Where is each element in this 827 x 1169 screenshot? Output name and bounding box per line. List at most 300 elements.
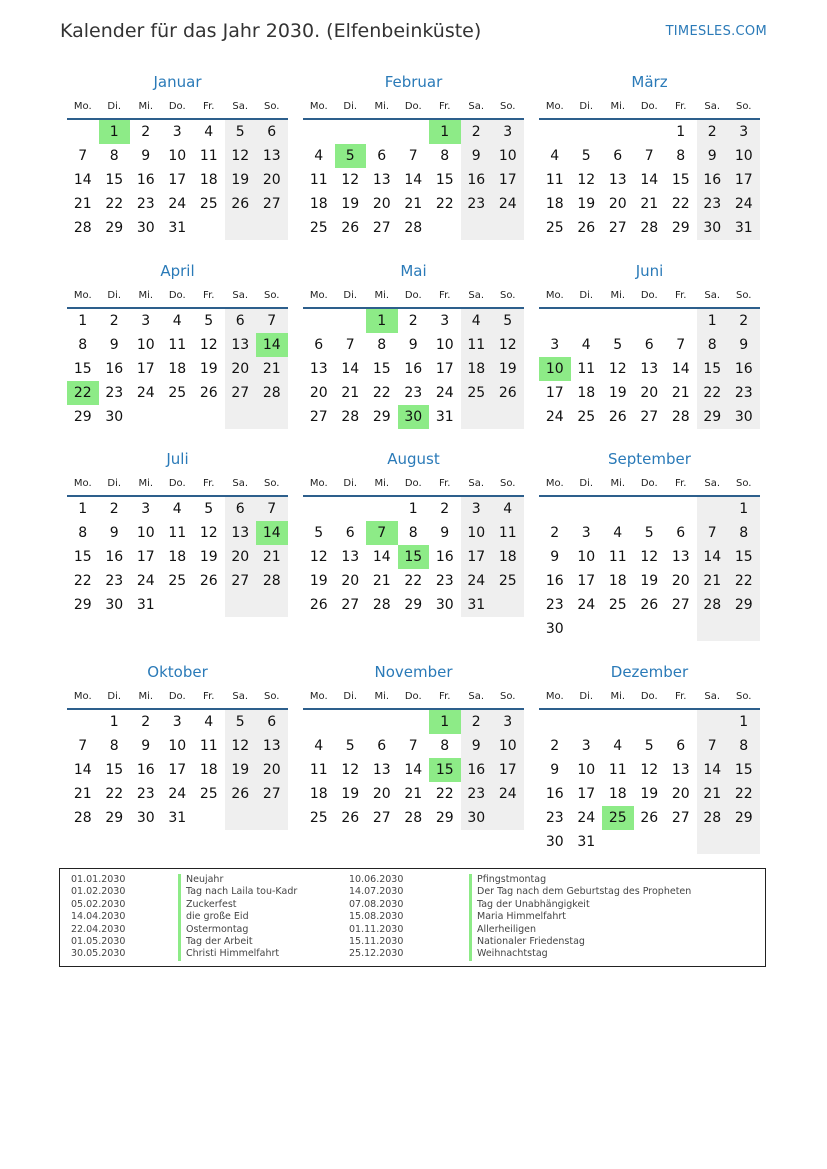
weekday-header: [67, 473, 288, 497]
day-cell: 30: [545, 621, 564, 637]
weekday-label: Fr.: [439, 478, 451, 489]
holiday-name: die große Eid: [178, 911, 249, 923]
empty-cell: [634, 120, 666, 144]
holiday-day-cell: 22: [67, 381, 99, 405]
day-cell: 18: [309, 196, 328, 212]
day-cell: 1: [676, 124, 686, 140]
day-cell: 12: [225, 144, 257, 168]
weekday-label: Mi.: [610, 691, 626, 702]
month-name: Mai: [400, 262, 427, 280]
day-cell: 16: [404, 361, 423, 377]
empty-cell: [225, 405, 257, 429]
day-cell: 14: [372, 549, 391, 565]
day-cell: 21: [640, 196, 659, 212]
month-name: Februar: [384, 73, 443, 91]
day-cell: 27: [225, 569, 257, 593]
day-cell: 4: [204, 714, 214, 730]
day-cell: 23: [461, 192, 493, 216]
month-9: [539, 449, 760, 641]
day-cell: 29: [697, 405, 729, 429]
empty-cell: [492, 216, 524, 240]
holiday-day-cell: 25: [602, 806, 634, 830]
day-cell: 19: [199, 549, 218, 565]
month-2: [303, 72, 524, 240]
day-cell: 2: [109, 501, 119, 517]
day-cell: 25: [168, 573, 187, 589]
holiday-name: Ostermontag: [178, 924, 248, 936]
day-cell: 9: [697, 144, 729, 168]
day-cell: 25: [608, 597, 627, 613]
day-cell: 10: [461, 521, 493, 545]
empty-cell: [571, 309, 603, 333]
weekday-label: Mo.: [309, 290, 328, 301]
day-cell: 22: [671, 196, 690, 212]
weekday-label: Di.: [579, 290, 594, 301]
day-cell: 22: [372, 385, 391, 401]
day-cell: 5: [225, 710, 257, 734]
weekday-label: Mi.: [138, 101, 154, 112]
weekday-label: So.: [500, 290, 516, 301]
holiday-date: 25.12.2030: [349, 948, 404, 960]
weekday-label: Do.: [168, 691, 186, 702]
day-cell: 23: [697, 192, 729, 216]
day-cell: 27: [341, 597, 360, 613]
day-cell: 26: [309, 597, 328, 613]
day-cell: 12: [225, 734, 257, 758]
day-cell: 24: [492, 782, 524, 806]
weekday-label: Mo.: [73, 290, 92, 301]
weekday-label: So.: [264, 478, 280, 489]
day-cell: 20: [372, 786, 391, 802]
weekday-header: [67, 686, 288, 710]
day-cell: 10: [435, 337, 454, 353]
day-cell: 2: [408, 313, 418, 329]
day-cell: 26: [492, 381, 524, 405]
day-cell: 27: [225, 381, 257, 405]
weekday-label: Mo.: [309, 478, 328, 489]
holiday-date: 01.11.2030: [349, 923, 404, 935]
day-cell: 8: [440, 148, 450, 164]
day-cell: 8: [78, 525, 88, 541]
day-cell: 25: [199, 786, 218, 802]
weekday-label: Sa.: [468, 478, 485, 489]
day-cell: 26: [225, 782, 257, 806]
weekday-label: Di.: [343, 101, 358, 112]
day-cell: 28: [697, 593, 729, 617]
day-cell: 12: [199, 525, 218, 541]
day-cell: 29: [372, 409, 391, 425]
day-cell: 5: [581, 148, 591, 164]
empty-cell: [539, 309, 571, 333]
empty-cell: [429, 216, 461, 240]
day-cell: 19: [309, 573, 328, 589]
day-cell: 24: [136, 573, 155, 589]
day-cell: 17: [728, 168, 760, 192]
day-cell: 19: [492, 357, 524, 381]
weekday-header: [303, 473, 524, 497]
weekday-label: Fr.: [203, 101, 215, 112]
day-cell: 8: [78, 337, 88, 353]
day-cell: 10: [728, 144, 760, 168]
day-cell: 9: [109, 525, 119, 541]
day-cell: 5: [345, 738, 355, 754]
day-cell: 9: [141, 738, 151, 754]
day-grid: [303, 497, 524, 617]
day-cell: 31: [728, 216, 760, 240]
day-cell: 4: [314, 738, 324, 754]
day-cell: 7: [697, 521, 729, 545]
day-cell: 9: [728, 333, 760, 357]
day-cell: 17: [168, 172, 187, 188]
day-cell: 28: [640, 220, 659, 236]
day-cell: 9: [408, 337, 418, 353]
day-cell: 10: [492, 734, 524, 758]
day-cell: 16: [545, 573, 564, 589]
day-cell: 29: [73, 597, 92, 613]
weekday-label: Mo.: [73, 478, 92, 489]
day-cell: 3: [440, 313, 450, 329]
day-cell: 11: [461, 333, 493, 357]
holiday-name: Der Tag nach dem Geburtstag des Propheten: [469, 886, 691, 898]
day-cell: 6: [613, 148, 623, 164]
day-cell: 13: [341, 549, 360, 565]
day-cell: 19: [341, 786, 360, 802]
day-cell: 27: [372, 810, 391, 826]
day-cell: 30: [545, 834, 564, 850]
empty-cell: [67, 120, 99, 144]
weekday-label: Mo.: [73, 101, 92, 112]
day-cell: 4: [314, 148, 324, 164]
day-cell: 24: [728, 192, 760, 216]
day-cell: 4: [172, 313, 182, 329]
day-cell: 12: [341, 172, 360, 188]
day-cell: 21: [697, 569, 729, 593]
day-cell: 14: [671, 361, 690, 377]
empty-cell: [366, 120, 398, 144]
day-cell: 10: [168, 148, 187, 164]
day-cell: 16: [461, 168, 493, 192]
day-cell: 16: [136, 172, 155, 188]
day-cell: 9: [440, 525, 450, 541]
day-cell: 24: [136, 385, 155, 401]
day-cell: 5: [204, 313, 214, 329]
weekday-label: Mo.: [545, 478, 564, 489]
day-cell: 16: [105, 549, 124, 565]
empty-cell: [67, 710, 99, 734]
day-cell: 12: [640, 549, 659, 565]
day-cell: 14: [73, 762, 92, 778]
day-cell: 27: [671, 810, 690, 826]
day-cell: 2: [728, 309, 760, 333]
day-cell: 13: [671, 549, 690, 565]
day-cell: 7: [345, 337, 355, 353]
weekday-label: Di.: [343, 290, 358, 301]
weekday-label: Fr.: [675, 290, 687, 301]
weekday-label: Fr.: [675, 101, 687, 112]
day-cell: 20: [341, 573, 360, 589]
day-cell: 13: [640, 361, 659, 377]
month-10: [67, 662, 288, 830]
day-cell: 28: [256, 381, 288, 405]
holiday-day-cell: 15: [429, 758, 461, 782]
day-cell: 7: [408, 148, 418, 164]
day-cell: 5: [492, 309, 524, 333]
day-cell: 10: [168, 738, 187, 754]
empty-cell: [303, 309, 335, 333]
weekday-label: Mo.: [309, 101, 328, 112]
day-cell: 22: [435, 786, 454, 802]
weekday-label: Mi.: [138, 290, 154, 301]
holiday-day-cell: 1: [429, 710, 461, 734]
day-cell: 22: [73, 573, 92, 589]
day-cell: 14: [640, 172, 659, 188]
weekday-label: Di.: [579, 691, 594, 702]
day-cell: 20: [256, 168, 288, 192]
empty-cell: [256, 593, 288, 617]
day-cell: 18: [199, 172, 218, 188]
month-4: [67, 261, 288, 429]
day-cell: 3: [172, 714, 182, 730]
day-cell: 7: [676, 337, 686, 353]
weekday-label: Di.: [107, 290, 122, 301]
day-cell: 15: [105, 172, 124, 188]
month-7: [67, 449, 288, 617]
day-cell: 18: [168, 361, 187, 377]
day-cell: 7: [697, 734, 729, 758]
weekday-label: Do.: [404, 691, 422, 702]
weekday-label: Mi.: [610, 101, 626, 112]
day-cell: 14: [697, 758, 729, 782]
weekday-header: [303, 96, 524, 120]
holiday-day-cell: 30: [398, 405, 430, 429]
day-cell: 27: [640, 409, 659, 425]
day-cell: 4: [492, 497, 524, 521]
empty-cell: [256, 405, 288, 429]
day-cell: 20: [256, 758, 288, 782]
day-cell: 26: [608, 409, 627, 425]
empty-cell: [193, 405, 225, 429]
empty-cell: [634, 710, 666, 734]
day-cell: 20: [671, 786, 690, 802]
day-cell: 23: [105, 385, 124, 401]
month-name: September: [608, 450, 691, 468]
weekday-header: [67, 96, 288, 120]
empty-cell: [461, 216, 493, 240]
day-cell: 13: [309, 361, 328, 377]
day-cell: 18: [608, 573, 627, 589]
day-cell: 30: [435, 597, 454, 613]
holiday-day-cell: 14: [256, 521, 288, 545]
weekday-label: Di.: [107, 691, 122, 702]
day-cell: 16: [461, 758, 493, 782]
empty-cell: [193, 806, 225, 830]
weekday-label: So.: [736, 691, 752, 702]
empty-cell: [303, 497, 335, 521]
month-8: [303, 449, 524, 617]
day-cell: 24: [168, 196, 187, 212]
weekday-label: Sa.: [468, 691, 485, 702]
day-cell: 6: [644, 337, 654, 353]
day-cell: 21: [73, 786, 92, 802]
month-name: April: [160, 262, 195, 280]
month-name: Januar: [153, 73, 202, 91]
day-cell: 17: [577, 573, 596, 589]
holiday-date: 01.02.2030: [71, 886, 126, 898]
weekday-label: Sa.: [468, 290, 485, 301]
holiday-name: Nationaler Friedenstag: [469, 936, 585, 948]
holiday-day-cell: 1: [429, 120, 461, 144]
empty-cell: [225, 216, 257, 240]
day-cell: 26: [199, 573, 218, 589]
day-cell: 19: [640, 573, 659, 589]
day-cell: 25: [545, 220, 564, 236]
weekday-label: Sa.: [704, 101, 721, 112]
day-cell: 21: [404, 196, 423, 212]
day-cell: 9: [141, 148, 151, 164]
day-cell: 11: [309, 762, 328, 778]
weekday-header: [539, 686, 760, 710]
day-cell: 21: [341, 385, 360, 401]
day-cell: 17: [461, 545, 493, 569]
day-cell: 2: [440, 501, 450, 517]
day-cell: 13: [671, 762, 690, 778]
day-cell: 15: [73, 361, 92, 377]
day-cell: 31: [136, 597, 155, 613]
day-cell: 19: [640, 786, 659, 802]
day-cell: 13: [225, 333, 257, 357]
day-cell: 10: [136, 525, 155, 541]
holiday-date: 10.06.2030: [349, 874, 404, 885]
weekday-header: [303, 686, 524, 710]
day-cell: 5: [644, 525, 654, 541]
day-cell: 5: [314, 525, 324, 541]
day-cell: 24: [168, 786, 187, 802]
day-cell: 6: [225, 497, 257, 521]
empty-cell: [335, 309, 367, 333]
day-cell: 23: [105, 573, 124, 589]
day-cell: 21: [256, 545, 288, 569]
day-cell: 17: [136, 549, 155, 565]
day-cell: 1: [78, 501, 88, 517]
holiday-day-cell: 15: [398, 545, 430, 569]
day-cell: 20: [671, 573, 690, 589]
empty-cell: [634, 617, 666, 641]
weekday-label: Mi.: [138, 478, 154, 489]
weekday-label: So.: [500, 691, 516, 702]
day-cell: 15: [372, 361, 391, 377]
weekday-label: Fr.: [675, 691, 687, 702]
day-cell: 4: [172, 501, 182, 517]
day-cell: 24: [545, 409, 564, 425]
empty-cell: [602, 309, 634, 333]
weekday-label: Mo.: [545, 290, 564, 301]
day-cell: 22: [728, 782, 760, 806]
day-cell: 11: [309, 172, 328, 188]
day-cell: 11: [545, 172, 564, 188]
empty-cell: [225, 806, 257, 830]
day-cell: 25: [199, 196, 218, 212]
month-name: Juni: [635, 262, 664, 280]
day-cell: 29: [728, 593, 760, 617]
weekday-label: Do.: [168, 290, 186, 301]
day-cell: 19: [199, 361, 218, 377]
empty-cell: [602, 617, 634, 641]
day-cell: 19: [225, 758, 257, 782]
day-cell: 6: [256, 120, 288, 144]
day-cell: 6: [345, 525, 355, 541]
brand-link[interactable]: TIMESLES.COM: [665, 24, 767, 39]
day-cell: 16: [105, 361, 124, 377]
weekday-label: Mi.: [374, 478, 390, 489]
empty-cell: [335, 497, 367, 521]
day-cell: 25: [577, 409, 596, 425]
empty-cell: [335, 120, 367, 144]
weekday-header: [539, 473, 760, 497]
weekday-label: Di.: [343, 691, 358, 702]
empty-cell: [492, 593, 524, 617]
day-cell: 22: [105, 196, 124, 212]
day-cell: 1: [728, 497, 760, 521]
day-cell: 3: [728, 120, 760, 144]
day-cell: 14: [404, 172, 423, 188]
holiday-date: 22.04.2030: [71, 923, 126, 935]
weekday-label: Sa.: [704, 290, 721, 301]
day-cell: 15: [671, 172, 690, 188]
month-1: [67, 72, 288, 240]
day-cell: 24: [577, 597, 596, 613]
day-cell: 11: [199, 148, 218, 164]
day-cell: 15: [105, 762, 124, 778]
day-cell: 8: [377, 337, 387, 353]
day-cell: 12: [608, 361, 627, 377]
weekday-label: Mo.: [309, 691, 328, 702]
day-cell: 8: [440, 738, 450, 754]
day-cell: 12: [199, 337, 218, 353]
day-cell: 18: [545, 196, 564, 212]
weekday-label: Di.: [107, 101, 122, 112]
day-cell: 28: [73, 810, 92, 826]
holiday-date: 07.08.2030: [349, 898, 404, 910]
holiday-name: Tag nach Laila tou-Kadr: [178, 886, 297, 898]
day-cell: 18: [608, 786, 627, 802]
day-cell: 2: [697, 120, 729, 144]
day-cell: 25: [309, 220, 328, 236]
day-cell: 13: [608, 172, 627, 188]
day-cell: 31: [168, 810, 187, 826]
day-cell: 12: [640, 762, 659, 778]
empty-cell: [571, 497, 603, 521]
empty-cell: [256, 216, 288, 240]
day-cell: 28: [73, 220, 92, 236]
day-cell: 8: [676, 148, 686, 164]
day-cell: 25: [492, 569, 524, 593]
day-cell: 1: [697, 309, 729, 333]
day-cell: 4: [581, 337, 591, 353]
day-cell: 11: [492, 521, 524, 545]
holiday-name: Weihnachtstag: [469, 948, 548, 960]
weekday-label: Do.: [404, 101, 422, 112]
day-cell: 8: [728, 734, 760, 758]
day-cell: 12: [341, 762, 360, 778]
day-cell: 1: [109, 714, 119, 730]
day-cell: 19: [341, 196, 360, 212]
day-cell: 9: [461, 144, 493, 168]
day-cell: 23: [435, 573, 454, 589]
day-cell: 3: [581, 525, 591, 541]
day-cell: 11: [168, 525, 187, 541]
month-6: [539, 261, 760, 429]
weekday-label: So.: [264, 290, 280, 301]
